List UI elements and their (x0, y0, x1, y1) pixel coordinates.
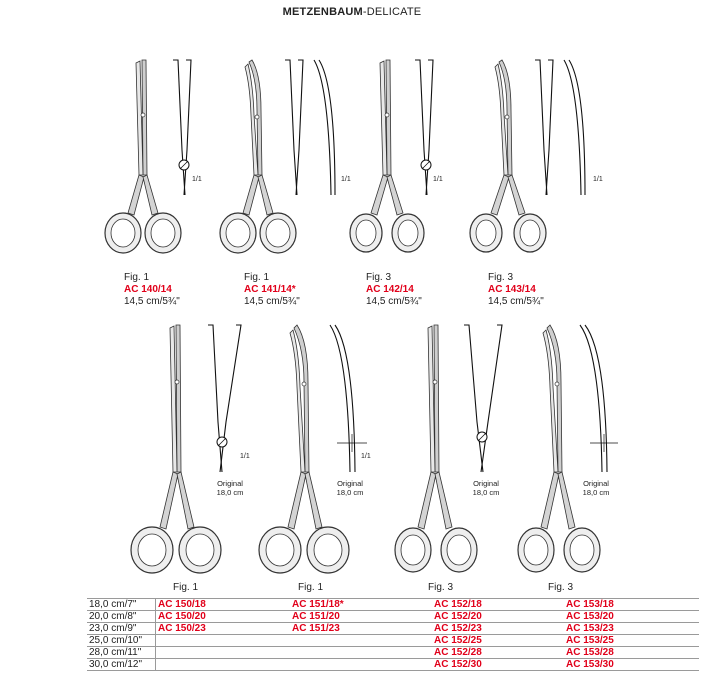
table-row (87, 623, 699, 635)
code-cell: AC 150/20 (156, 611, 291, 623)
code-cell: AC 152/30 (432, 659, 564, 671)
size-label: 14,5 cm/5¾" (124, 296, 180, 307)
scale-label: 1/1 (240, 453, 250, 460)
fig-label: Fig. 3 (488, 272, 514, 283)
caption-ac-143-14 (488, 272, 544, 308)
scissors-curved-illustration (465, 55, 615, 270)
size-cell: 23,0 cm/9" (87, 623, 156, 635)
caption-ac-141-14 (244, 272, 300, 308)
fig-label: Fig. 3 (428, 582, 454, 593)
instrument-ac-141-14 (215, 55, 365, 295)
code-cell: AC 150/18 (156, 599, 291, 611)
fig-label: Fig. 1 (298, 582, 324, 593)
code-cell: AC 153/30 (564, 659, 699, 671)
size-label: 14,5 cm/5¾" (366, 296, 422, 307)
original-label: Original (337, 479, 363, 488)
code-cell (156, 647, 291, 659)
code-cell: AC 152/20 (432, 611, 564, 623)
table-row (87, 635, 699, 647)
code-cell: AC 152/28 (432, 647, 564, 659)
size-cell: 18,0 cm/7" (87, 599, 156, 611)
code-cell: AC 153/20 (564, 611, 699, 623)
scale-label: 1/1 (593, 176, 603, 183)
fig-label: Fig. 1 (244, 272, 270, 283)
size-cell: 20,0 cm/8" (87, 611, 156, 623)
fig-label: Fig. 1 (173, 582, 199, 593)
scale-label: 1/1 (192, 176, 202, 183)
original-label: Original (217, 479, 243, 488)
original-label: Original (473, 479, 499, 488)
fig-label: Fig. 1 (124, 272, 150, 283)
code-cell: AC 153/23 (564, 623, 699, 635)
original-size-note (205, 479, 255, 497)
size-code-table (87, 598, 699, 671)
original-size: 18,0 cm (582, 488, 610, 497)
code-cell: AC 153/25 (564, 635, 699, 647)
scissors-curved-illustration (514, 322, 664, 577)
scale-label: 1/1 (433, 176, 443, 183)
title-rest: -DELICATE (362, 6, 422, 18)
article-code: AC 141/14* (244, 284, 296, 295)
code-cell (156, 635, 291, 647)
original-size: 18,0 cm (472, 488, 500, 497)
original-size-note (571, 479, 621, 497)
scissors-curved-illustration (215, 55, 365, 270)
original-size-note (325, 479, 375, 497)
instrument-large-curved-fig1 (255, 322, 405, 577)
article-code: AC 142/14 (366, 284, 414, 295)
code-cell: AC 151/23 (290, 623, 432, 635)
original-size: 18,0 cm (336, 488, 364, 497)
code-cell: AC 151/20 (290, 611, 432, 623)
scissors-curved-illustration (255, 322, 405, 577)
original-size: 18,0 cm (216, 488, 244, 497)
size-cell: 25,0 cm/10" (87, 635, 156, 647)
size-label: 14,5 cm/5¾" (244, 296, 300, 307)
size-cell: 28,0 cm/11" (87, 647, 156, 659)
code-cell: AC 153/18 (564, 599, 699, 611)
article-code: AC 143/14 (488, 284, 536, 295)
code-cell: AC 152/23 (432, 623, 564, 635)
instrument-ac-143-14 (465, 55, 615, 295)
code-cell: AC 151/18* (290, 599, 432, 611)
code-cell: AC 150/23 (156, 623, 291, 635)
caption-ac-142-14 (366, 272, 422, 308)
code-cell (290, 635, 432, 647)
scale-label: 1/1 (361, 453, 371, 460)
fig-label: Fig. 3 (548, 582, 574, 593)
scale-label: 1/1 (341, 176, 351, 183)
fig-label: Fig. 3 (366, 272, 392, 283)
original-size-note (461, 479, 511, 497)
caption-ac-140-14 (124, 272, 180, 308)
code-cell (156, 659, 291, 671)
table-row (87, 647, 699, 659)
title-bold: METZENBAUM (282, 6, 363, 18)
article-code: AC 140/14 (124, 284, 172, 295)
table-row (87, 599, 699, 611)
table-row (87, 611, 699, 623)
code-cell (290, 659, 432, 671)
page-title (0, 6, 704, 18)
instrument-large-curved-fig3 (514, 322, 664, 577)
code-cell: AC 153/28 (564, 647, 699, 659)
code-cell: AC 152/18 (432, 599, 564, 611)
size-label: 14,5 cm/5¾" (488, 296, 544, 307)
code-cell (290, 647, 432, 659)
table-row (87, 659, 699, 671)
code-cell: AC 152/25 (432, 635, 564, 647)
size-cell: 30,0 cm/12" (87, 659, 156, 671)
original-label: Original (583, 479, 609, 488)
